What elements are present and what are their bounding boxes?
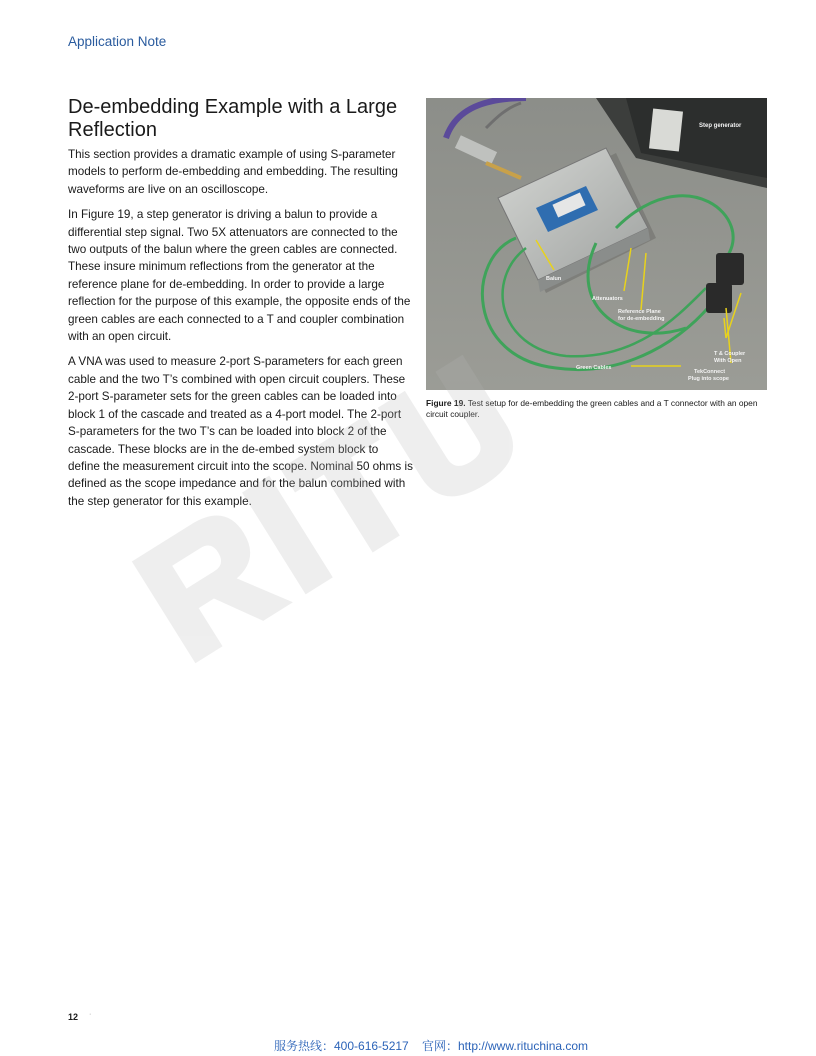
- label-tekconnect-2: Plug into scope: [688, 376, 729, 382]
- label-reference-plane-2: for de-embedding: [618, 316, 665, 322]
- label-t-coupler-2: With Open: [714, 358, 742, 364]
- label-balun: Balun: [546, 276, 562, 282]
- page-separator-dot: ·: [89, 1011, 92, 1018]
- footer-website-link[interactable]: 官网：http://www.rituchina.com: [422, 1039, 589, 1053]
- paragraph-vna: A VNA was used to measure 2-port S-parameters for each green cable and the two T’s combined with open circuit couplers. These 2-port S-parameter sets for the green cables can be loaded into block 1 of the cascade and treated as a 4-port model. The 2-port S-parameters for the two T’s can be loaded into block 2 of the cascade. These blocks are in the de-embed system block to define the measurement circuit into the scope. Nominal 50 ohms is defined as the scope impedance and for the balun combined with the step generator for this example.: [68, 355, 413, 508]
- paragraph-setup: In Figure 19, a step generator is driving a balun to provide a differential step signal. Two 5X attenuators are connected to the two outputs of the balun where the green cables are connected. These insure minimum reflections from the generator at the reference plane for de-embedding. In order to provide a large reflection for the purpose of this example, the opposite ends of the green cables are each connected to a T and coupler combination with an open circuit.: [68, 208, 411, 344]
- body-text: [68, 146, 413, 518]
- label-reference-plane-1: Reference Plane: [618, 309, 661, 315]
- label-tekconnect-1: TekConnect: [694, 369, 726, 375]
- paragraph-intro: This section provides a dramatic example of using S-parameter models to perform de-embedding and embedding. The resulting waveforms are live on an oscilloscope.: [68, 148, 398, 196]
- section-title: De-embedding Example with a Large Reflection: [68, 96, 398, 141]
- caption-label: Figure 19.: [426, 398, 466, 408]
- caption-text: Test setup for de-embedding the green cables and a T connector with an open circuit coupler.: [426, 398, 758, 419]
- label-t-coupler-1: T & Coupler: [714, 351, 746, 357]
- figure-photo: [426, 98, 767, 390]
- label-step-generator: Step generator: [699, 123, 742, 129]
- footer-hotline: 服务热线：400-616-5217: [274, 1039, 409, 1053]
- label-attenuators: Attenuators: [592, 296, 623, 302]
- figure-caption: [426, 398, 767, 420]
- page-number: 12: [68, 1012, 79, 1022]
- header-label: Application Note: [68, 34, 167, 49]
- label-green-cables: Green Cables: [576, 365, 612, 371]
